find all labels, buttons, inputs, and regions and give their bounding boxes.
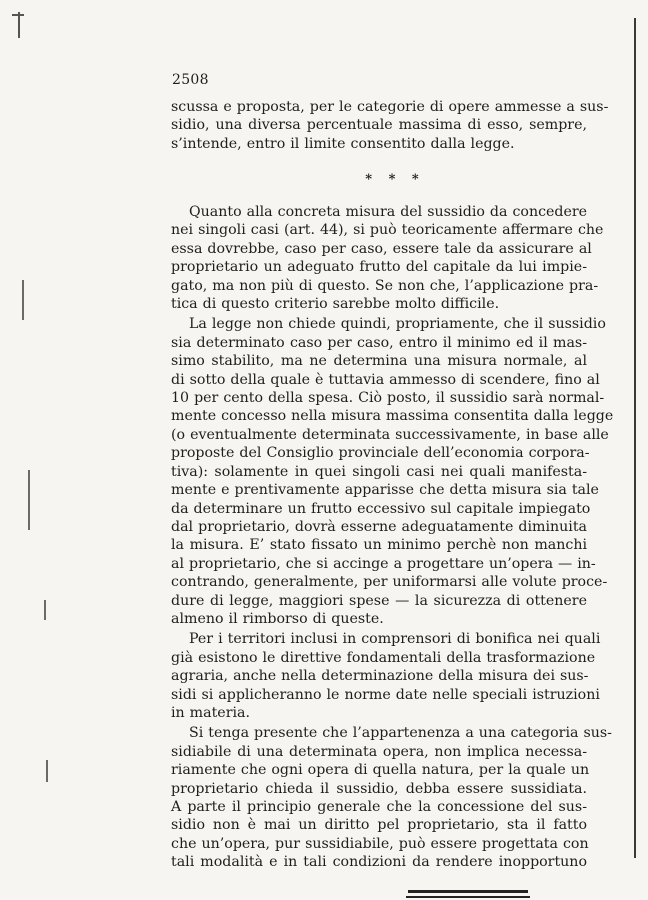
text-line: sidio non è mai un diritto pel proprietario, sta il fatto: [171, 817, 587, 834]
text-line: sidiabile di una determinata opera, non implica necessa-: [171, 743, 587, 760]
scan-edge-left-1: [22, 280, 24, 320]
text-line: s’intende, entro il limite consentito dalla legge.: [171, 135, 515, 152]
text-line: nei singoli casi (art. 44), si può teoricamente affermare che: [171, 222, 604, 239]
scan-edge-left-3: [44, 600, 46, 620]
text-line: simo stabilito, ma ne determina una misura normale, al: [171, 353, 587, 370]
page-number: 2508: [172, 72, 209, 88]
text-line: che un’opera, pur sussidiabile, può essere progettata con: [171, 835, 589, 852]
text-line: al proprietario, che si accinge a progettare un’opera — in-: [171, 555, 596, 572]
text-line: tiva): solamente in quei singoli casi nei quali manifesta-: [171, 463, 587, 480]
scan-edge-left-4: [46, 760, 48, 782]
text-line: La legge non chiede quindi, propriamente, che il sussidio: [189, 316, 606, 333]
paragraph-1: [171, 98, 609, 153]
text-line: Quanto alla concreta misura del sussidio da concedere: [189, 204, 588, 220]
text-line: A parte il principio generale che la concessione del sus-: [171, 799, 587, 815]
paragraph-4: [171, 630, 601, 722]
text-line: da determinare un frutto eccessivo sul capitale impiegato: [171, 500, 591, 517]
text-line: contrando, generalmente, per uniformarsi alle volute proce-: [171, 574, 608, 591]
text-line: mente e prentivamente apparisse che detta misura sia tale: [171, 482, 599, 499]
text-line: già esistono le direttive fondamentali della trasformazione: [171, 649, 596, 666]
text-line: riamente che ogni opera di quella natura, per la quale un: [171, 762, 590, 779]
text-line: sia determinato caso per caso, entro il minimo ed il mas-: [171, 334, 587, 351]
text-line: sidio, una diversa percentuale massima di esso, sempre,: [171, 117, 587, 134]
text-line: tica di questo criterio sarebbe molto difficile.: [171, 296, 500, 313]
text-line: essa dovrebbe, caso per caso, essere tale da assicurare al: [171, 240, 592, 257]
text-line: mente concesso nella misura massima consentita dalla legge: [171, 408, 614, 425]
text-line: sidi si applicheranno le norme date nelle speciali istruzioni: [171, 686, 600, 703]
text-line: Per i territori inclusi in comprensori di bonifica nei quali: [189, 631, 601, 648]
text-line: (o eventualmente determinata successivamente, in base alle: [171, 426, 609, 443]
text-line: la misura. E’ stato fissato un minimo perchè non manchi: [171, 537, 587, 554]
text-line: scussa e proposta, per le categorie di opere ammesse a sus-: [171, 99, 609, 115]
text-line: proprietario chieda il sussidio, debba essere sussidiata.: [171, 780, 587, 797]
paragraph-2: [171, 203, 604, 313]
text-line: tali modalità e in tali condizioni da rendere inopportuno: [171, 854, 587, 871]
page-bottom-rule-2: [406, 896, 530, 898]
text-line: proprietario un adeguato frutto del capitale da lui impie-: [171, 259, 587, 276]
text-line: dal proprietario, dovrà esserne adeguatamente diminuita: [171, 518, 587, 535]
text-line: di sotto della quale è tuttavia ammesso di scendere, fino al: [171, 371, 600, 388]
text-line: gato, ma non più di questo. Se non che, l’applicazione pra-: [171, 277, 599, 294]
paragraph-5: [171, 724, 612, 871]
section-separator: * * *: [365, 172, 425, 187]
body-text: [171, 203, 614, 872]
text-line: Si tenga presente che l’appartenenza a una categoria sus-: [189, 725, 612, 742]
paragraph-3: [171, 315, 614, 628]
scan-edge-left-2: [28, 470, 30, 530]
page-edge-right: [634, 18, 636, 858]
text-line: almeno il rimborso di queste.: [171, 610, 384, 627]
text-line: proposte del Consiglio provinciale dell’economia corpora-: [171, 445, 590, 462]
scan-edge-mark-cap: [12, 14, 24, 16]
page-bottom-rule: [408, 890, 528, 893]
text-line: in materia.: [171, 704, 250, 721]
text-line: agraria, anche nella determinazione della misura dei sus-: [171, 668, 589, 685]
text-line: dure di legge, maggiori spese — la sicurezza di ottenere: [171, 592, 587, 609]
text-line: 10 per cento della spesa. Ciò posto, il sussidio sarà normal-: [171, 390, 605, 407]
